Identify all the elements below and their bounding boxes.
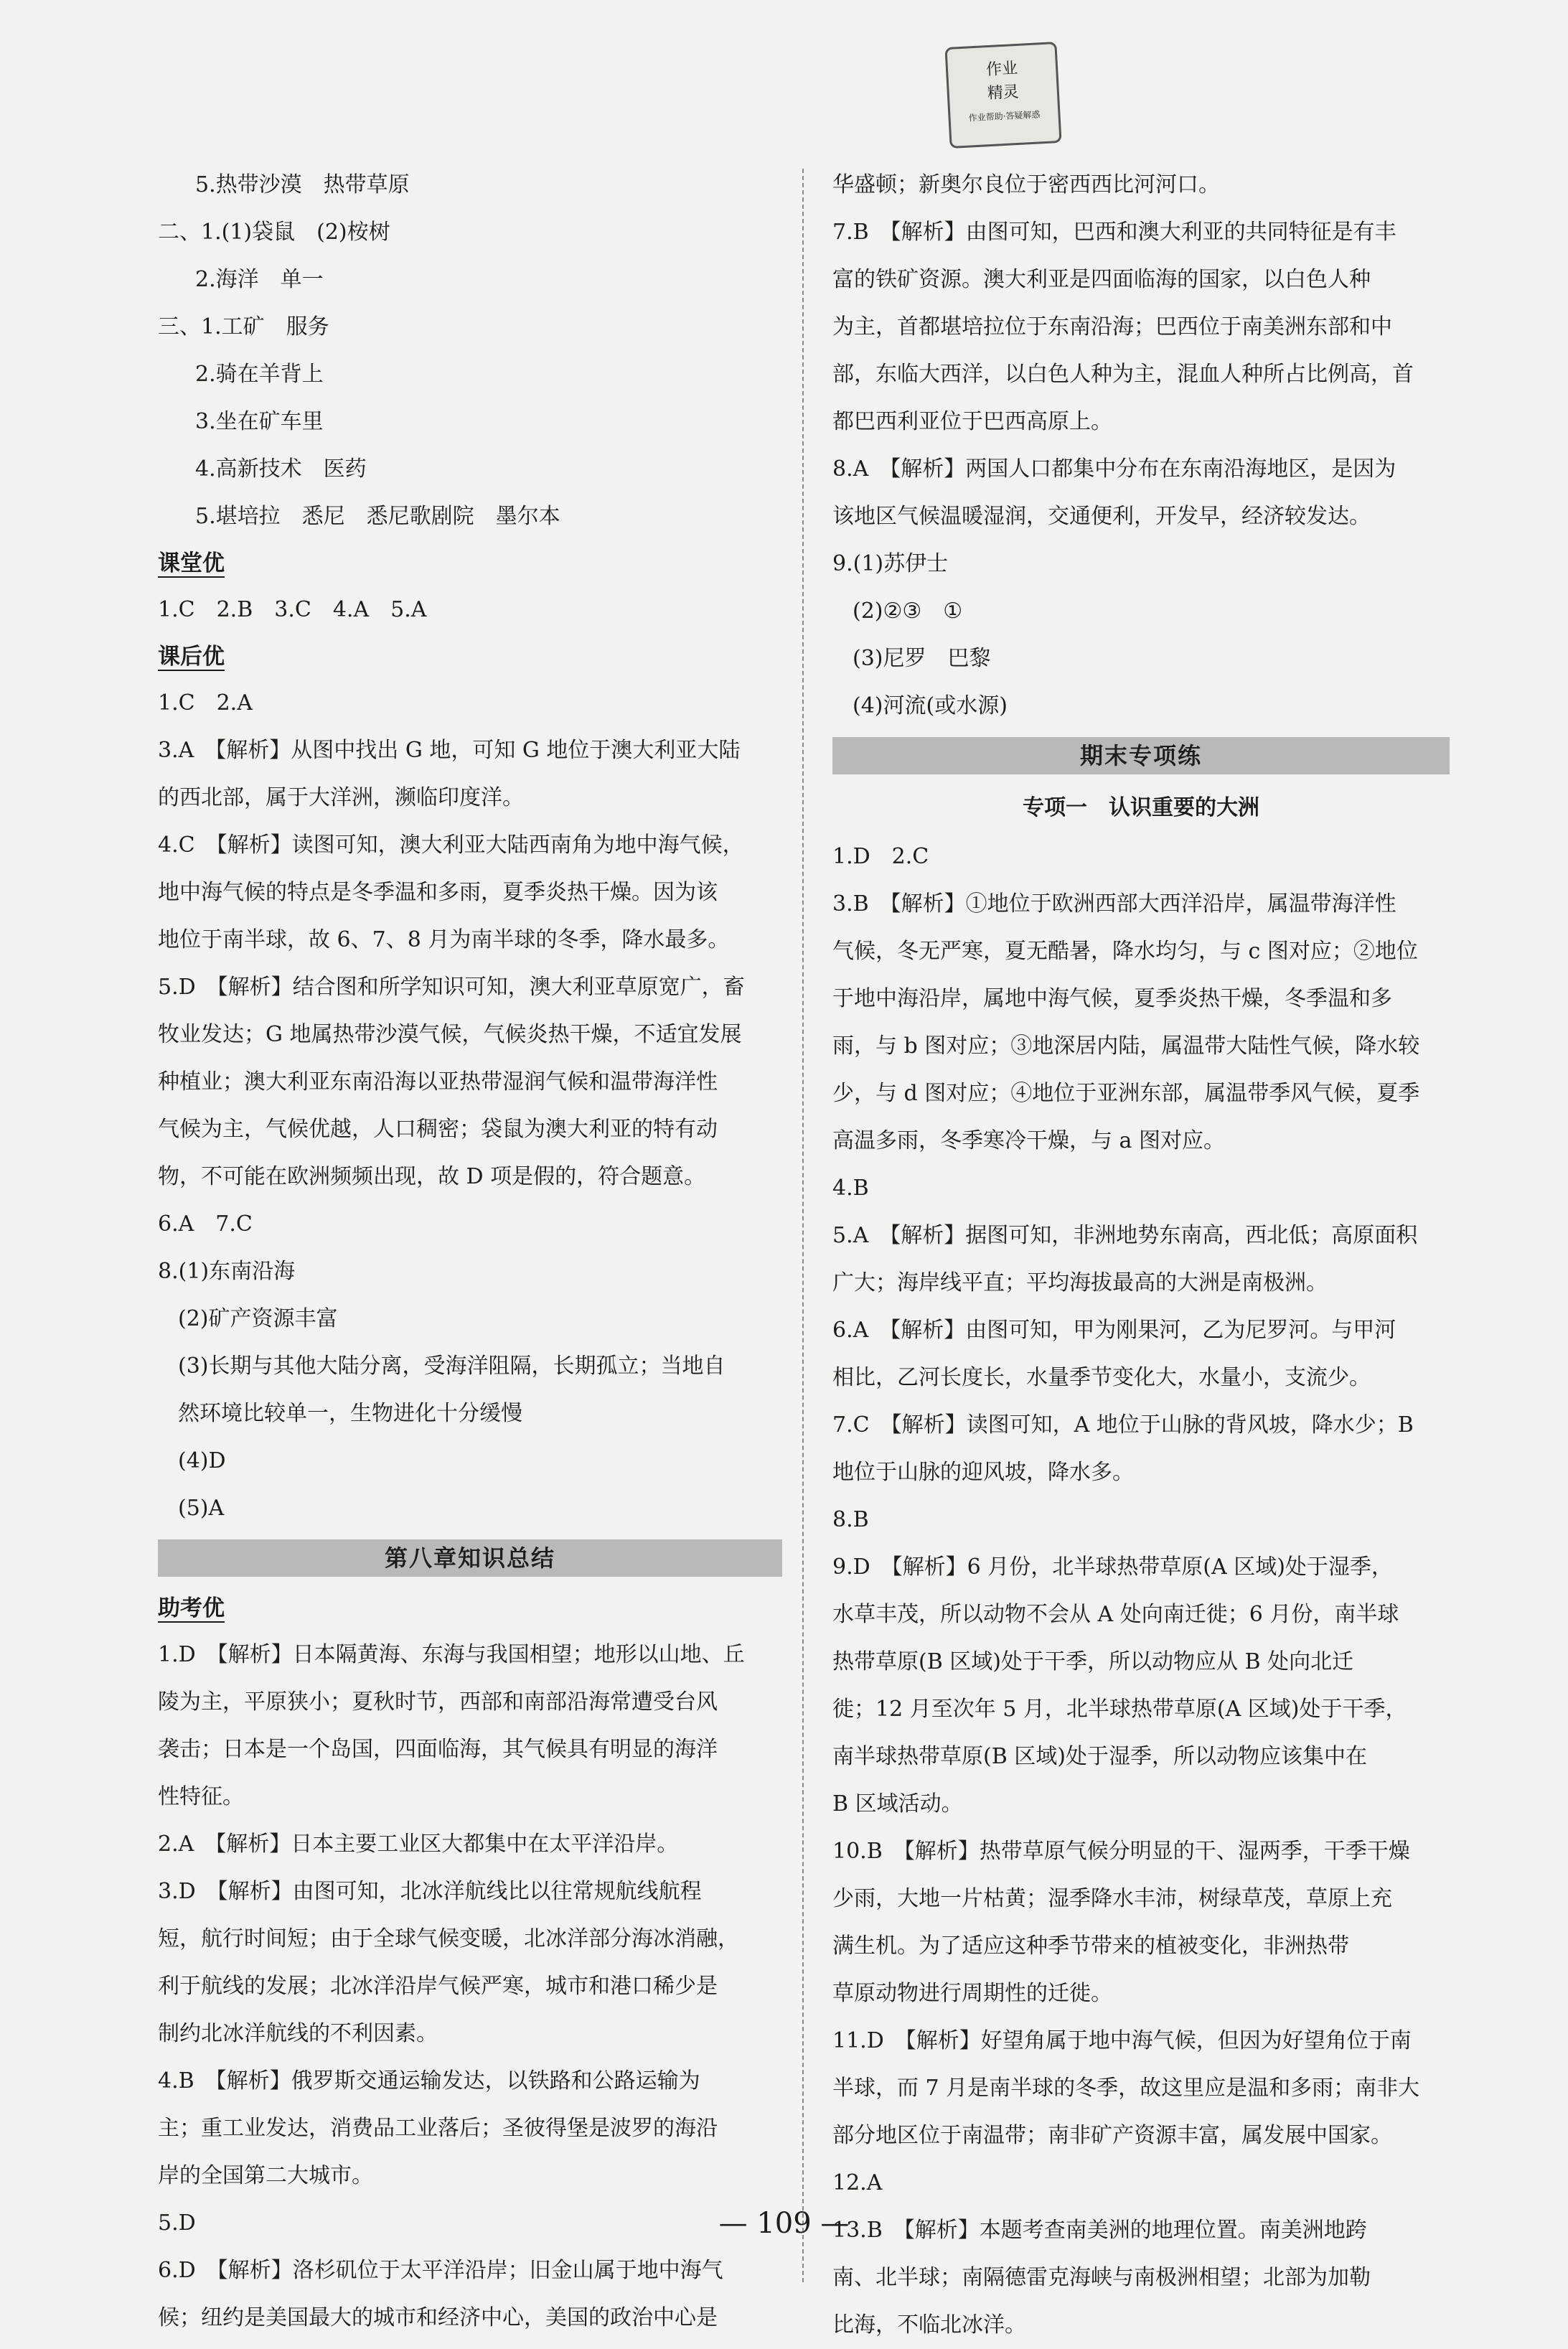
answer-line: 地位于山脉的迎风坡，降水多。 <box>832 1460 1134 1485</box>
section-heading-classroom: 课堂优 <box>158 550 225 576</box>
answer-line: (3)长期与其他大陆分离，受海洋阻隔，长期孤立；当地自 <box>178 1354 726 1379</box>
answer-line: 5.热带沙漠 热带草原 <box>195 172 410 197</box>
answer-line: 岸的全国第二大城市。 <box>158 2163 373 2188</box>
answer-line: 10.B 【解析】热带草原气候分明显的干、湿两季，干季干燥 <box>832 1839 1410 1864</box>
answer-line: 南、北半球；南隔德雷克海峡与南极洲相望；北部为加勒 <box>832 2265 1371 2290</box>
answer-line: 6.A 7.C <box>158 1211 253 1237</box>
answer-line: (4)河流(或水源) <box>853 693 1008 718</box>
right-column <box>832 161 1450 2349</box>
answer-line: 2.骑在羊背上 <box>195 362 324 387</box>
answer-line: 袭击；日本是一个岛国，四面临海，其气候具有明显的海洋 <box>158 1737 718 1762</box>
watermark-stamp <box>944 42 1061 149</box>
answer-line: 5.堪培拉 悉尼 悉尼歌剧院 墨尔本 <box>195 504 560 529</box>
answer-line: 利于航线的发展；北冰洋沿岸气候严寒，城市和港口稀少是 <box>158 1974 718 1999</box>
answer-line: 华盛顿；新奥尔良位于密西西比河河口。 <box>832 172 1220 197</box>
answer-line: B 区域活动。 <box>832 1791 963 1816</box>
stamp-line-2: 精灵 <box>987 83 1020 103</box>
answer-line: 热带草原(B 区域)处于干季，所以动物应从 B 处向北迁 <box>832 1649 1354 1674</box>
answer-line: 富的铁矿资源。澳大利亚是四面临海的国家，以白色人种 <box>832 267 1371 292</box>
answer-line: 雨，与 b 图对应；③地深居内陆，属温带大陆性气候，降水较 <box>832 1033 1420 1059</box>
answer-line: 半球，而 7 月是南半球的冬季，故这里应是温和多雨；南非大 <box>832 2076 1420 2101</box>
answer-line: 12.A <box>832 2170 883 2195</box>
answer-line: 满生机。为了适应这种季节带来的植被变化，非洲热带 <box>832 1933 1349 1959</box>
answer-line: 性特征。 <box>158 1784 244 1809</box>
answer-line: 气候，冬无严寒，夏无酷暑，降水均匀，与 c 图对应；②地位 <box>832 939 1418 964</box>
answer-line: 地中海气候的特点是冬季温和多雨，夏季炎热干燥。因为该 <box>158 880 718 905</box>
answer-line: 9.D 【解析】6 月份，北半球热带草原(A 区域)处于湿季， <box>832 1555 1393 1580</box>
answer-line: 4.C 【解析】读图可知，澳大利亚大陆西南角为地中海气候， <box>158 833 744 858</box>
stamp-line-3: 作业帮助·答疑解惑 <box>968 109 1041 123</box>
answer-line: 比海，不临北冰洋。 <box>832 2312 1026 2338</box>
answer-line: 8.B <box>832 1507 869 1532</box>
answer-line: 高温多雨，冬季寒冷干燥，与 a 图对应。 <box>832 1128 1225 1153</box>
answer-line: 1.C 2.B 3.C 4.A 5.A <box>158 597 427 622</box>
answer-line: 8.(1)东南沿海 <box>158 1259 296 1284</box>
answer-line: 该地区气候温暖湿润，交通便利，开发早，经济较发达。 <box>832 504 1371 529</box>
answer-line: 为主，首都堪培拉位于东南沿海；巴西位于南美洲东部和中 <box>832 314 1392 339</box>
answer-line: 二、1.(1)袋鼠 (2)桉树 <box>158 220 390 245</box>
answer-line: 然环境比较单一，生物进化十分缓慢 <box>178 1401 522 1426</box>
answer-line: (4)D <box>178 1448 226 1473</box>
answer-line: 9.(1)苏伊士 <box>832 551 949 576</box>
answer-line: 4.B 【解析】俄罗斯交通运输发达，以铁路和公路运输为 <box>158 2068 700 2094</box>
page-number: — 109 — <box>718 2207 850 2240</box>
answer-line: 候；纽约是美国最大的城市和经济中心，美国的政治中心是 <box>158 2305 718 2330</box>
chapter-summary-banner: 第八章知识总结 <box>158 1539 782 1577</box>
answer-line: 3.D 【解析】由图可知，北冰洋航线比以往常规航线航程 <box>158 1879 702 1904</box>
answer-line: 南半球热带草原(B 区域)处于湿季，所以动物应该集中在 <box>832 1744 1367 1769</box>
answer-line: 1.D 【解析】日本隔黄海、东海与我国相望；地形以山地、丘 <box>158 1642 745 1667</box>
answer-line: (3)尼罗 巴黎 <box>853 646 991 671</box>
answer-line: 13.B 【解析】本题考查南美洲的地理位置。南美洲地跨 <box>832 2218 1367 2243</box>
answer-line: 主；重工业发达，消费品工业落后；圣彼得堡是波罗的海沿 <box>158 2116 718 2141</box>
answer-line: 物，不可能在欧洲频频出现，故 D 项是假的，符合题意。 <box>158 1164 706 1189</box>
answer-line: 三、1.工矿 服务 <box>158 314 329 339</box>
answer-line: 部分地区位于南温带；南非矿产资源丰富，属发展中国家。 <box>832 2123 1392 2148</box>
answer-line: 地位于南半球，故 6、7、8 月为南半球的冬季，降水最多。 <box>158 927 730 952</box>
answer-line: 3.B 【解析】①地位于欧洲西部大西洋沿岸，属温带海洋性 <box>832 891 1396 916</box>
answer-line: 8.A 【解析】两国人口都集中分布在东南沿海地区，是因为 <box>832 456 1396 482</box>
stamp-line-1: 作业 <box>985 59 1018 80</box>
answer-line: 的西北部，属于大洋洲，濒临印度洋。 <box>158 785 524 810</box>
answer-line: 5.D <box>158 2210 196 2236</box>
answer-line: 水草丰茂，所以动物不会从 A 处向南迁徙；6 月份，南半球 <box>832 1602 1399 1627</box>
answer-line: 制约北冰洋航线的不利因素。 <box>158 2021 438 2046</box>
answer-line: 2.A 【解析】日本主要工业区大都集中在太平洋沿岸。 <box>158 1832 679 1857</box>
answer-line: 1.C 2.A <box>158 690 253 716</box>
answer-line: 4.B <box>832 1176 869 1201</box>
answer-line: 3.A 【解析】从图中找出 G 地，可知 G 地位于澳大利亚大陆 <box>158 738 741 763</box>
answer-line: 6.A 【解析】由图可知，甲为刚果河，乙为尼罗河。与甲河 <box>832 1318 1396 1343</box>
answer-line: 陵为主，平原狭小；夏秋时节，西部和南部沿海常遭受台风 <box>158 1689 718 1715</box>
answer-line: 5.D 【解析】结合图和所学知识可知，澳大利亚草原宽广，畜 <box>158 975 745 1000</box>
answer-line: 气候为主，气候优越，人口稠密；袋鼠为澳大利亚的特有动 <box>158 1117 718 1142</box>
answer-line: 1.D 2.C <box>832 844 929 869</box>
answer-line: 7.B 【解析】由图可知，巴西和澳大利亚的共同特征是有丰 <box>832 220 1396 245</box>
answer-line: 部，东临大西洋，以白色人种为主，混血人种所占比例高，首 <box>832 362 1414 387</box>
answer-line: 徙；12 月至次年 5 月，北半球热带草原(A 区域)处于干季， <box>832 1697 1407 1722</box>
left-column <box>158 161 782 2342</box>
answer-line: 牧业发达；G 地属热带沙漠气候，气候炎热干燥，不适宜发展 <box>158 1022 742 1047</box>
answer-line: (2)矿产资源丰富 <box>178 1306 338 1331</box>
topic-subtitle: 专项一 认识重要的大洲 <box>1023 795 1259 820</box>
answer-line: 种植业；澳大利亚东南沿海以亚热带湿润气候和温带海洋性 <box>158 1069 718 1094</box>
answer-line: (2)②③ ① <box>853 599 963 624</box>
answer-line: 于地中海沿岸，属地中海气候，夏季炎热干燥，冬季温和多 <box>832 986 1392 1011</box>
answer-line: 4.高新技术 医药 <box>195 456 367 482</box>
answer-line: 少，与 d 图对应；④地位于亚洲东部，属温带季风气候，夏季 <box>832 1081 1420 1106</box>
answer-line: 3.坐在矿车里 <box>195 409 324 434</box>
answer-line: 草原动物进行周期性的迁徙。 <box>832 1981 1112 2006</box>
section-heading-exam-help: 助考优 <box>158 1595 225 1621</box>
answer-line: 11.D 【解析】好望角属于地中海气候，但因为好望角位于南 <box>832 2028 1412 2053</box>
answer-line: 短，航行时间短；由于全球气候变暖，北冰洋部分海冰消融， <box>158 1926 739 1951</box>
answer-line: 少雨，大地一片枯黄；湿季降水丰沛，树绿草茂，草原上充 <box>832 1886 1392 1911</box>
answer-line: 相比，乙河长度长，水量季节变化大，水量小，支流少。 <box>832 1365 1371 1390</box>
answer-line: 6.D 【解析】洛杉矶位于太平洋沿岸；旧金山属于地中海气 <box>158 2258 723 2283</box>
answer-line: (5)A <box>178 1496 225 1521</box>
answer-line: 2.海洋 单一 <box>195 267 324 292</box>
column-divider <box>802 169 804 2282</box>
answer-line: 广大；海岸线平直；平均海拔最高的大洲是南极洲。 <box>832 1270 1328 1295</box>
answer-line: 5.A 【解析】据图可知，非洲地势东南高，西北低；高原面积 <box>832 1223 1418 1248</box>
answer-line: 都巴西利亚位于巴西高原上。 <box>832 409 1112 434</box>
section-heading-after-class: 课后优 <box>158 644 225 670</box>
final-exercise-banner: 期末专项练 <box>832 737 1450 774</box>
answer-line: 7.C 【解析】读图可知，A 地位于山脉的背风坡，降水少；B <box>832 1412 1414 1438</box>
